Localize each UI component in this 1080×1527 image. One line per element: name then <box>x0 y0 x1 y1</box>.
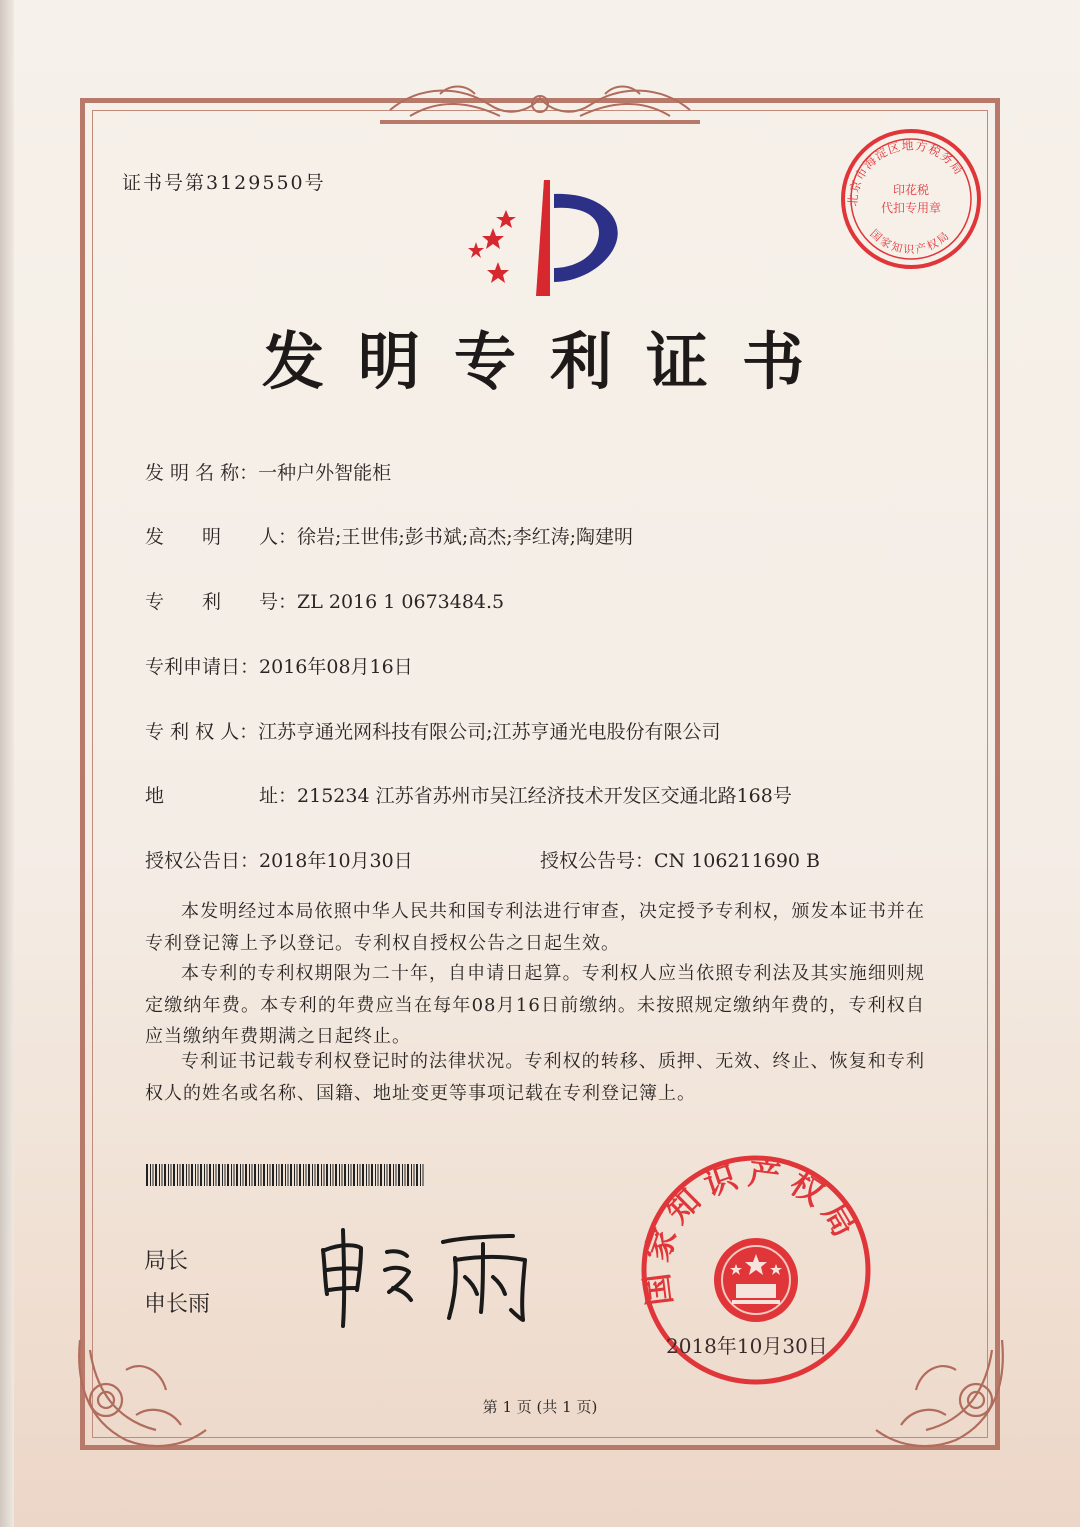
field-value: CN 106211690 B <box>654 850 821 872</box>
barcode-bar <box>225 1164 226 1186</box>
barcode-bar <box>344 1164 346 1186</box>
field-value: 徐岩;王世伟;彭书斌;高杰;李红涛;陶建明 <box>297 526 634 548</box>
barcode-bar <box>182 1164 184 1186</box>
field-value: 江苏亨通光网科技有限公司;江苏亨通光电股份有限公司 <box>258 721 721 743</box>
barcode-bar <box>204 1164 205 1186</box>
barcode-bar <box>407 1164 409 1186</box>
barcode-bar <box>252 1164 253 1186</box>
field-label: 授权公告日： <box>145 850 260 872</box>
barcode-bar <box>294 1164 295 1186</box>
barcode-bar <box>270 1164 271 1186</box>
barcode-bar <box>353 1164 355 1186</box>
tax-seal-stamp <box>836 124 986 274</box>
barcode-bar <box>162 1164 163 1186</box>
tax-seal-bottom-text: 国家知识产权局 <box>867 227 953 257</box>
barcode-bar <box>240 1164 241 1186</box>
barcode-bar <box>218 1164 220 1186</box>
barcode-bar <box>317 1164 319 1186</box>
director-title: 局长 <box>144 1249 189 1274</box>
barcode-bar <box>339 1164 340 1186</box>
barcode-bar <box>348 1164 349 1186</box>
barcode-bar <box>159 1164 160 1186</box>
paragraph-term-and-fees: 本专利的专利权期限为二十年，自申请日起算。专利权人应当依照专利法及其实施细则规定缴纳年费。本专利的年费应当在每年08月16日前缴纳。未按照规定缴纳年费的，专利权自应当缴纳年费期满之日起终止。 <box>145 963 925 1047</box>
tax-seal-outer-text: 北京市海淀区地方税务局 <box>845 138 967 207</box>
barcode-bar <box>405 1164 406 1186</box>
barcode-bar <box>393 1164 394 1186</box>
barcode-bar <box>321 1164 322 1186</box>
barcode-bar <box>423 1164 424 1186</box>
tax-seal-inner-1: 印花税 <box>892 183 930 197</box>
barcode-bar <box>389 1164 391 1186</box>
barcode-bar <box>369 1164 370 1186</box>
ipo-seal-text: 国家知识产权局 <box>636 1153 868 1308</box>
barcode-bar <box>146 1164 148 1186</box>
field-address <box>145 781 792 808</box>
barcode-bar <box>177 1164 178 1186</box>
barcode-bar <box>360 1164 361 1186</box>
barcode-bar <box>290 1164 292 1186</box>
barcode-bar <box>272 1164 274 1186</box>
seal-date: 2018年10月30日 <box>666 1334 828 1358</box>
barcode-bar <box>288 1164 289 1186</box>
barcode-bar <box>234 1164 235 1186</box>
director-signature <box>315 1222 545 1332</box>
barcode-bar <box>231 1164 232 1186</box>
barcode-bar <box>303 1164 304 1186</box>
barcode-bar <box>155 1164 157 1186</box>
barcode-bar <box>198 1164 199 1186</box>
field-value: 2018年10月30日 <box>259 850 413 872</box>
barcode-bar <box>236 1164 238 1186</box>
barcode-bar <box>375 1164 376 1186</box>
barcode-bar <box>267 1164 268 1186</box>
barcode-bar <box>216 1164 217 1186</box>
page-footer: 第 1 页 (共 1 页) <box>482 1398 598 1416</box>
barcode-bar <box>254 1164 256 1186</box>
field-grant-date <box>145 846 413 873</box>
national-emblem-icon <box>714 1238 798 1322</box>
barcode-bar <box>315 1164 316 1186</box>
barcode-bar <box>333 1164 334 1186</box>
barcode-bar <box>245 1164 247 1186</box>
barcode-bar <box>186 1164 187 1186</box>
field-label: 发 明 名 称： <box>145 462 259 484</box>
barcode-bar <box>213 1164 214 1186</box>
barcode-bar <box>243 1164 244 1186</box>
barcode-bar <box>371 1164 373 1186</box>
barcode-bar <box>263 1164 265 1186</box>
barcode <box>146 1164 426 1186</box>
barcode-bar <box>402 1164 403 1186</box>
barcode-bar <box>362 1164 364 1186</box>
field-grant-number <box>540 846 820 873</box>
paragraph-grant-statement: 本发明经过本局依照中华人民共和国专利法进行审查，决定授予专利权，颁发本证书并在专利登记簿上予以登记。专利权自授权公告之日起生效。 <box>145 901 925 954</box>
paragraph-legal-status: 专利证书记载专利权登记时的法律状况。专利权的转移、质押、无效、终止、恢复和专利权人的姓名或名称、国籍、地址变更等事项记载在专利登记簿上。 <box>145 1051 925 1104</box>
barcode-bar <box>342 1164 343 1186</box>
barcode-bar <box>279 1164 280 1186</box>
field-value: 215234 江苏省苏州市吴江经济技术开发区交通北路168号 <box>297 785 792 807</box>
field-inventors <box>145 522 633 549</box>
field-label: 地 址： <box>145 785 298 807</box>
barcode-bar <box>276 1164 277 1186</box>
barcode-bar <box>366 1164 367 1186</box>
barcode-bar <box>189 1164 190 1186</box>
barcode-bar <box>222 1164 223 1186</box>
field-value: ZL 2016 1 0673484.5 <box>297 591 505 613</box>
barcode-bar <box>326 1164 328 1186</box>
barcode-bar <box>414 1164 415 1186</box>
barcode-bar <box>351 1164 352 1186</box>
barcode-bar <box>168 1164 169 1186</box>
barcode-bar <box>285 1164 286 1186</box>
field-label: 专利申请日： <box>145 656 260 678</box>
barcode-bar <box>312 1164 313 1186</box>
barcode-bar <box>207 1164 208 1186</box>
barcode-bar <box>308 1164 310 1186</box>
barcode-bar <box>297 1164 298 1186</box>
barcode-bar <box>357 1164 358 1186</box>
barcode-bar <box>249 1164 250 1186</box>
barcode-bar <box>191 1164 193 1186</box>
field-label: 发 明 人： <box>145 526 298 548</box>
barcode-bar <box>261 1164 262 1186</box>
bottom-right-ornament <box>866 1330 1016 1460</box>
barcode-bar <box>420 1164 421 1186</box>
patent-office-logo <box>458 172 628 302</box>
barcode-bar <box>380 1164 382 1186</box>
field-filing-date <box>145 652 413 679</box>
barcode-bar <box>150 1164 151 1186</box>
tax-seal-inner-2: 代扣专用章 <box>880 201 942 215</box>
barcode-bar <box>153 1164 154 1186</box>
field-patent-number <box>145 587 504 614</box>
barcode-bar <box>164 1164 166 1186</box>
barcode-bar <box>384 1164 385 1186</box>
barcode-bar <box>173 1164 175 1186</box>
certificate-title: 发明专利证书 <box>261 325 838 398</box>
field-value: 2016年08月16日 <box>259 656 413 678</box>
field-patentee <box>145 717 721 744</box>
barcode-bar <box>387 1164 388 1186</box>
barcode-bar <box>306 1164 307 1186</box>
barcode-bar <box>299 1164 301 1186</box>
certificate-number: 证书号第3129550号 <box>122 172 326 194</box>
field-invention-name <box>145 458 391 485</box>
barcode-bar <box>330 1164 331 1186</box>
barcode-bar <box>416 1164 418 1186</box>
barcode-bar <box>258 1164 259 1186</box>
field-label: 专 利 号： <box>145 591 298 613</box>
barcode-bar <box>209 1164 211 1186</box>
field-label: 专 利 权 人： <box>145 721 259 743</box>
director-name: 申长雨 <box>144 1292 211 1317</box>
barcode-bar <box>396 1164 397 1186</box>
barcode-bar <box>411 1164 412 1186</box>
barcode-bar <box>398 1164 400 1186</box>
barcode-bar <box>335 1164 337 1186</box>
barcode-bar <box>281 1164 283 1186</box>
top-ornament <box>380 80 700 130</box>
barcode-bar <box>180 1164 181 1186</box>
field-label: 授权公告号： <box>540 850 655 872</box>
barcode-bar <box>227 1164 229 1186</box>
barcode-bar <box>324 1164 325 1186</box>
barcode-bar <box>200 1164 202 1186</box>
field-value: 一种户外智能柜 <box>258 462 392 484</box>
bottom-left-ornament <box>66 1330 216 1460</box>
barcode-bar <box>171 1164 172 1186</box>
barcode-bar <box>378 1164 379 1186</box>
barcode-bar <box>195 1164 196 1186</box>
scan-edge <box>0 0 14 1527</box>
